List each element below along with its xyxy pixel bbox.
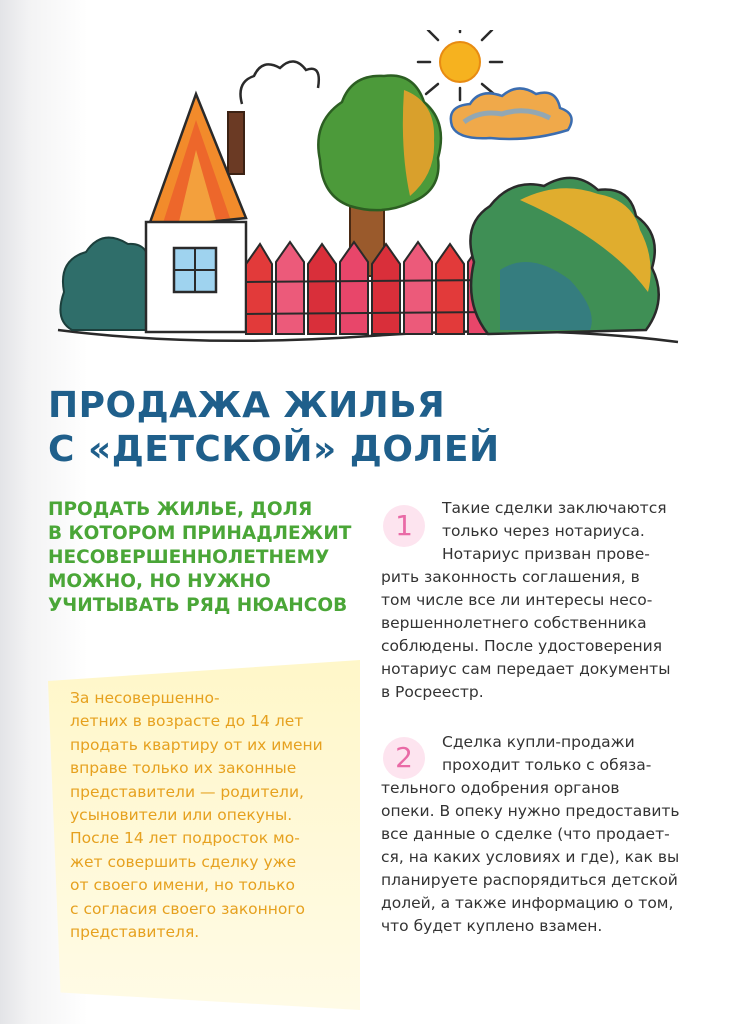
note-line: жет совершить сделку уже [70, 852, 297, 871]
step-1-paragraph [381, 497, 670, 704]
step-line: Сделка купли-продажи [442, 733, 635, 751]
right-bush [470, 178, 658, 334]
left-bush [60, 238, 150, 330]
page-title [48, 384, 500, 472]
lead-paragraph [48, 498, 351, 618]
child-drawing-house-illustration [50, 30, 680, 370]
step-line: тельного одобрения органов [381, 779, 620, 797]
step-line: Нотариус призван прове- [442, 545, 650, 563]
step-line: долей, а также информацию о том, [381, 894, 674, 912]
step-line: нотариус сам передает документы [381, 660, 671, 678]
step-line: только через нотариуса. [442, 522, 645, 540]
lead-line: МОЖНО, НО НУЖНО [48, 571, 271, 592]
note-line: с согласия своего законного [70, 899, 306, 918]
note-line: усыновители или опекуны. [70, 806, 293, 825]
lead-line: ПРОДАТЬ ЖИЛЬЕ, ДОЛЯ [48, 499, 313, 520]
step-line: что будет куплено взамен. [381, 917, 603, 935]
step-line: планируете распорядиться детской [381, 871, 678, 889]
note-line: от своего имени, но только [70, 876, 295, 895]
note-line: За несовершенно- [70, 689, 220, 707]
note-line: представителя. [70, 923, 200, 942]
note-line: вправе только их законные [70, 759, 297, 778]
step-line: в Росреестр. [381, 683, 484, 701]
chimney-smoke [241, 61, 319, 104]
sun-icon [418, 30, 502, 100]
note-line: летних в возрасте до 14 лет [70, 712, 304, 731]
note-paragraph [70, 687, 323, 944]
tree [318, 76, 441, 276]
lead-line: В КОТОРОМ ПРИНАДЛЕЖИТ [48, 523, 352, 544]
house-window [174, 248, 216, 292]
title-line: ПРОДАЖА ЖИЛЬЯ [48, 385, 446, 426]
step-line: проходит только с обяза- [442, 756, 652, 774]
step-number-badge: 2 [383, 737, 425, 779]
step-2-paragraph [381, 731, 680, 938]
lead-line: УЧИТЫВАТЬ РЯД НЮАНСОВ [48, 595, 348, 616]
step-line: опеки. В опеку нужно предоставить [381, 802, 680, 820]
step-number-badge: 1 [383, 505, 425, 547]
chimney [228, 112, 244, 174]
note-line: продать квартиру от их имени [70, 735, 323, 754]
note-line: После 14 лет подросток мо- [70, 829, 300, 848]
step-line: соблюдены. После удостоверения [381, 637, 663, 655]
step-line: вершеннолетнего собственника [381, 614, 647, 632]
step-line: рить законность соглашения, в [381, 568, 640, 586]
title-line: С «ДЕТСКОЙ» ДОЛЕЙ [48, 429, 500, 470]
note-line: представители — родители, [70, 782, 304, 801]
lead-line: НЕСОВЕРШЕННОЛЕТНЕМУ [48, 547, 330, 568]
step-line: ся, на каких условиях и где), как вы [381, 848, 680, 866]
step-line: Такие сделки заключаются [442, 499, 667, 517]
step-line: все данные о сделке (что продает- [381, 825, 670, 843]
step-line: том числе все ли интересы несо- [381, 591, 653, 609]
